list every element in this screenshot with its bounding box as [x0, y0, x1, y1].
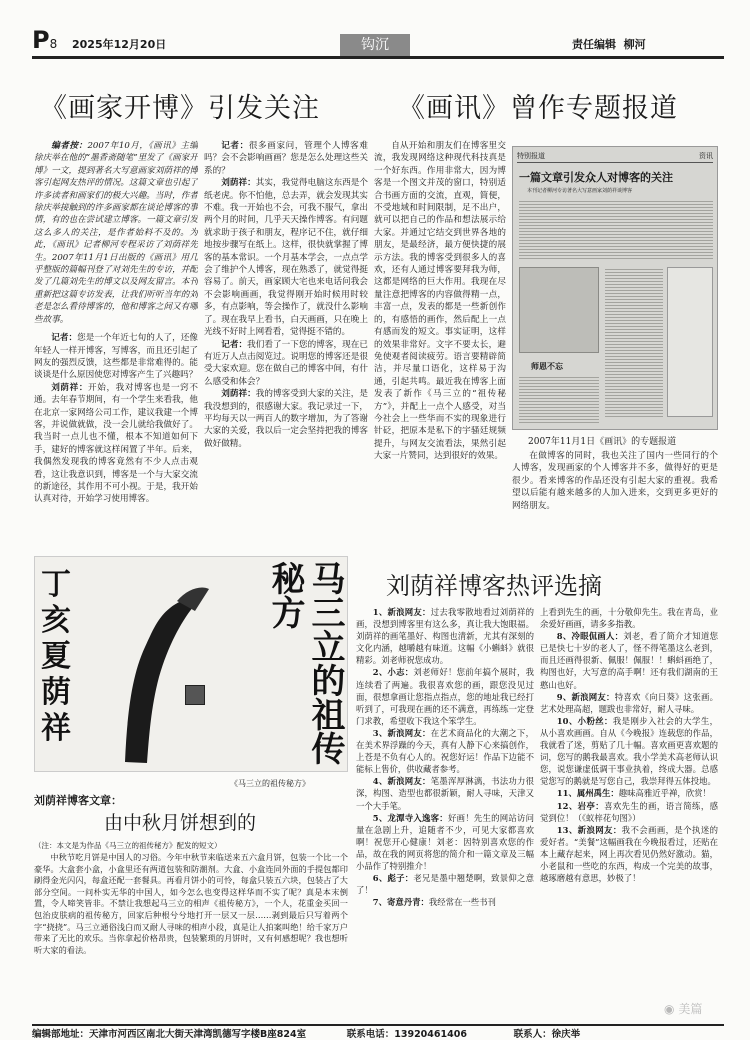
comments-col-a — [356, 606, 534, 1024]
article1-col4 — [512, 450, 718, 550]
editor-name: 柳河 — [623, 38, 646, 51]
comment-item: 2、小志：刘老师好！您前年搞个展时，我连续看了两遍。我很喜欢您的画，跟您没见过面，很想拿画让您指点指点，您的地址我已经打听到了，可我现在画的还不满意，再练练一定登门求教，希望收下我这个笨学生。 — [356, 667, 534, 726]
q3-text: 我们看了一下您的博客，现在已有近万人点击阅览过。说明您的博客还是很受大家欢迎。您在做自己的博客中间，有什么感受和体会？ — [204, 339, 368, 387]
comment-item: 3、新浪网友：在艺术商品化的大潮之下，在美术界浮躁的今天，真有人静下心来搞创作，上苍是不负有心人的。祝您好运！作品下边能不能标上售价，供收藏者参考。 — [356, 727, 534, 775]
col3-text: 自从开始和朋友们在博客里交流，我发现网络这种现代科技真是一个好东西。作用非常大，因为博客是一个图文并茂的窗口，特别适合书画方面的交流，直观，简便，不受地域和时间限制，足不出户，就可以把自己的作品和想法展示给大家。并通过它结交到世界各地的朋友，是最经济，最方便快捷的展示方法。我的博客受到很多人的喜欢，还有人通过博客要拜我为师，这都是网络的巨大作用。我现在尽量注意把博客的内容做得精一点，丰富一点，发表的都是一些新创作的，有感悟的画作，然后配上一点有感而发的短文。事实证明，这样的效果非常好。文字不要太长，避免使观者阅读疲劳。语言要精辟简洁，并尽量口语化，这样易于沟通，引起共鸣。最近我在博客上面发表了新作《马三立的“祖传秘方”》，并配上一点个人感受，对当今社会上一些华而不实的现象进行针砭，把原本是私下的宇骚廷规频提升，与网友交流看法，果然引起大家一片赞同，达到很好的效果。 — [374, 141, 506, 462]
footer-phone-label: 联系电话： — [346, 1029, 395, 1040]
q1-label: 记者： — [51, 333, 78, 344]
q2-text: 很多画家问，管理个人博客难吗？会不会影响画画？您是怎么处理这些关系的？ — [204, 141, 368, 176]
article2-body — [34, 852, 348, 1024]
watermark — [664, 1000, 702, 1017]
a1-text: 开始，我对博客也是一窍不通。去年春节期间，有一个学生来看我，他在北京一家网络公司工作，建议我建一个博客，并说做就做，没一会儿就给我做好了。我当时一点儿也不懂，根本不知道如何下手，建好的博客就这样闲置了半年。后来，我偶然发现我的博客竟然有不少人点击观看，这让我意识到，博客是一个与大家交流的新途径，其作用不可小视。于是，我开始认真对待，开始学习使用博客。 — [34, 382, 198, 505]
q2-label: 记者： — [221, 141, 249, 151]
article1-col3 — [374, 140, 506, 550]
page-number — [32, 26, 57, 54]
clipping-sub-title: 师恩不忘 — [531, 361, 563, 371]
page-digit: 8 — [49, 37, 58, 51]
clipping-headline: 一篇文章引发众人对博客的关注 — [519, 171, 673, 184]
watermark-icon: ◉ — [664, 1002, 675, 1016]
a2-text: 其实，我觉得电脑这东西是个纸老虎。你不怕他，总去弄，就会发现其实不难。我一开始也不会，可我不服气，拿出两个月的时间，几乎天天操作博客。有问题就求助于孩子和朋友，程序记不住，就仔细地按步骤写在纸上。这样，很快就掌握了博客的基本常识。一个月基本学会，一点点学会了维护个人博客，现在熟悉了，就觉得挺容易了。前天，画家顾大宅也来电话问我会不会影响画画，我觉得刚开始时候用时较多，有点影响，等会操作了，就没什么影响了。现在我早上看书，白天画画，只在晚上光线不好时上网看看，觉得挺不错的。 — [204, 178, 368, 338]
painting-calligraphy-left: 丁亥夏荫祥 — [41, 567, 71, 746]
clipping-text-block-2 — [605, 267, 663, 417]
footer-address: 天津市河西区南北大街天津湾凯德写字楼B座824室 — [89, 1029, 307, 1040]
page-letter: P — [32, 26, 50, 54]
editor-note: 2007年10月，《画讯》主编徐庆举在他的“墨香斋随笔”里发了《画家开博》一文，提到著名大写意画家刘荫祥的博客引起网友热评的情况。这篇文章也引起了许多读者和画家们的极大兴趣。当时，作者徐庆举接触到的许多画家都在谈论博客的事情，有的也在尝试建立博客。一篇文章引发这么多人的关注，是作者始料不及的。为此，《画讯》记者柳河专程采访了刘荫祥先生。2007年11月1日出版的《画讯》用几乎整版的篇幅刊登了对刘先生的专访，并配发了几篇刘先生的博文以及网友留言。本刊重新把这篇专访发表，让我们听听当年的刘老是怎么看待博客的，他和博客之间又有哪些故事。 — [34, 141, 198, 325]
clipping-text-block — [519, 199, 713, 261]
watermark-text: 美篇 — [678, 1002, 703, 1016]
comment-item: 8、冷眼侃画人：刘老，看了简介才知道您已是快七十岁的老人了，怪不得笔墨这么老到，而且还画得很新、佩服！佩服！！蝌蚪画绝了，构图也好，大写意的高手啊！还有我们湖南的王憨山也好。 — [540, 631, 718, 690]
article2-title: 由中秋月饼想到的 — [104, 812, 257, 834]
clipping-text-block-3 — [519, 375, 599, 425]
comment-item: 6、彪子：老兄是墨中翘楚啊，致景仰之意了！ — [356, 873, 534, 896]
painting-calligraphy-right: 马三立的祖传秘方 — [265, 561, 345, 765]
issue-date: 2025年12月20日 — [72, 38, 167, 51]
a3-label: 刘荫祥： — [221, 389, 256, 400]
section-label: 钩沉 — [361, 37, 389, 53]
clipping-image — [512, 146, 718, 430]
editor-credit — [572, 36, 646, 52]
painting-seal — [185, 685, 205, 705]
comment-item: 7、寄意丹青：我经常在一些书刊 — [372, 897, 496, 908]
clipping-mast-right: 资讯 — [699, 152, 713, 160]
comment-item: 5、龙潭寺入逸客：好画！先生的网站访问量在急剧上升，追随者不少，可见大家都喜欢啊！祝您开心健康！刘老：因特别喜欢您的作品，故在我的网页将您的简介和一篇文章及三幅小品作了特别推介！ — [356, 812, 534, 871]
headline-left: 《画家开博》引发关注 — [40, 93, 320, 124]
comment-item: 1、新浪网友：过去我零散地看过刘荫祥的画，没想到博客里有这么多，真让我大饱眼福。刘荫祥的画笔墨好、构图也清新，尤其有深刻的文化内涵，越嚼越有味道。这幅《小蝌蚪》就很精彩。刘老师祝您成功。 — [356, 607, 534, 666]
comment-item: 上看到先生的画，十分敬仰先生。我在青岛，业余爱好画画，请多多指教。 — [540, 607, 718, 630]
a3-text: 我的博客受到大家的关注，是我没想到的，很感谢大家。我记录过一下，平均每天以一两百人的数字增加，为了答谢大家的关爱，我以后一定会坚持把我的博客做好做精。 — [204, 389, 368, 449]
editor-note-label: 编者按： — [51, 141, 88, 151]
comment-item: 10、小粉丝：我是刚步入社会的大学生，从小喜欢画画。自从《今晚报》连载您的作品，我就看了迷，剪贴了几十幅。喜欢画更喜欢题的词，您写的鹅我最喜欢。我小学美术高老师认识您，说您谦虚低调干事业执着，终成大器。总感觉您写的鹅就是写您自己，我崇拜得五体投地。 — [540, 715, 718, 787]
comment-item: 13、新浪网友：我不会画画，是个执迷的爱好者。“美餐”这幅画我在今晚报看过，还贴在本上藏存起来，网上再次看见仍然好激动。猫，小老鼠和一些吃的东西，构成一个完美的故事，越琢磨越有意思，妙极了！ — [540, 824, 718, 884]
footer-contact: 徐庆举 — [551, 1029, 581, 1040]
comment-item: 9、新浪网友：特喜欢《向日葵》这张画。艺术处理高超，题跋也非常好，耐人寻味。 — [540, 691, 718, 714]
editor-label: 责任编辑 — [572, 38, 616, 51]
clipping-mast-left: 特别报道 — [517, 152, 545, 160]
q1-text: 您是一个年近七旬的人了，还像年轻人一样开博客，写博客，而且还引起了网友的强烈反馈，这些都是非常难得的。能谈谈是什么原因使您对博客产生了兴趣吗？ — [34, 333, 198, 381]
painting-image — [34, 556, 348, 772]
comment-item: 4、新浪网友：笔墨浑厚淋漓，书法功力很深，构图、造型也都很新颖，耐人寻味，天津又一个大手笔。 — [356, 776, 534, 811]
clipping-subhead: 本刊记者柳河专访著名大写意画家刘荫祥谈博客 — [527, 188, 633, 194]
a1-label: 刘荫祥： — [51, 382, 89, 393]
headline-right: 《画讯》曾作专题报道 — [398, 93, 678, 124]
header-rule — [32, 56, 724, 59]
comments-col-b — [540, 606, 718, 1024]
col4-text: 在做博客的同时，我也关注了国内一些同行的个人博客，发现画家的个人博客并不多，做得好的更是很少。看来博客的作品还没有引起大家的重视。我希望以后能有越来越多的人加入进来，交到更多更好的网络朋友。 — [512, 451, 718, 511]
footer-contact-label: 联系人： — [513, 1029, 552, 1040]
article2-body-text: 中秋节吃月饼是中国人的习俗。今年中秋节来临送来五六盒月饼，包装一个比一个豪华。大盒套小盒，小盒里还有两道包装和防潮剂。大盒、小盒连同外面的手提包都印刷得金光闪闪，每盒还配一套餐具。再看月饼小的可怜，每盒只装五六块，包装占了大部分空间。一问朴实无华的中国人，如今怎么也变得这样华而不实了呢？真是本末倒置，令人啼笑皆非。不禁让我想起马三立的相声《祖传秘方》，一个人，花重金买回一包治皮肤病的祖传秘方，回家后种根兮兮地打开一层又一层……剥到最后只写着两个字“挠挠”。马三立通俗浅白而又耐人寻味的相声小段，真是让人拍案叫绝！给千家万户带来了无比的欢乐。当你拿起价格昂贵，包装繁琐的月饼时，又有何感想呢？我也想听听大家的看法。 — [34, 852, 348, 955]
clipping-mast — [517, 151, 713, 163]
article2-note: （注：本文是为作品《马三立的祖传秘方》配发的短文） — [34, 841, 222, 850]
clipping-painting-strip — [667, 267, 713, 417]
painting-caption: 《马三立的祖传秘方》 — [230, 779, 310, 788]
comment-item: 11、属州禹生：趣味高雅近乎禅，欣赏！ — [556, 788, 711, 799]
article1-col1 — [34, 140, 198, 550]
comments-title: 刘荫祥博客热评选摘 — [386, 572, 602, 600]
clipping-caption: 2007年11月1日《画讯》的专题报道 — [528, 437, 677, 447]
footer-address-label: 编辑部地址： — [32, 1029, 90, 1040]
footer-phone: 13920461406 — [394, 1029, 467, 1040]
article1-col2 — [204, 140, 368, 550]
comment-item: 12、岩亭：喜欢先生的画，语言简练，感觉到位！（《蚁梓花句图》） — [540, 800, 718, 823]
painting-brush-stroke — [105, 577, 215, 767]
footer — [32, 1026, 724, 1040]
a2-label: 刘荫祥： — [221, 178, 256, 189]
section-tab — [340, 34, 410, 56]
article2-kicker: 刘荫祥博客文章： — [34, 794, 122, 807]
clipping-portrait — [519, 267, 599, 353]
q3-label: 记者： — [221, 339, 248, 350]
